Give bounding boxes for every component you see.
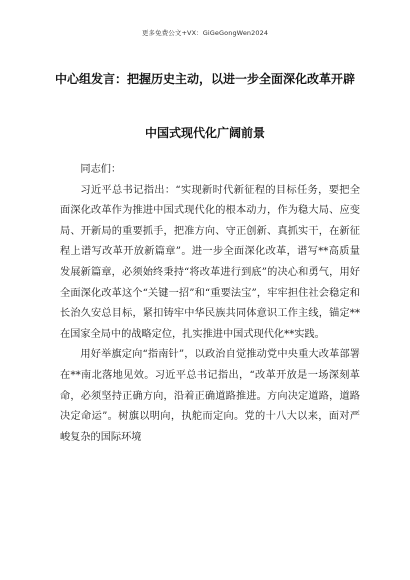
paragraph: 习近平总书记指出：“实现新时代新征程的目标任务，要把全面深化改革作为推进中国式现代化的根本动力，作为稳大局、应变局、开新局的重要抓手，把准方向、守正创新、真抓实干，在新征程上谱写改革开放新篇章”。进一步全面深化改革，谱写**高质量发展新篇章，必须始终秉持“将改革进行到底”的决心和勇气，用好全面深化改革这个“关键一招”和“重要法宝”，牢牢担住社会稳定和长治久安总目标，紧扣铸牢中华民族共同体意识工作主线，锚定**在国家全局中的战略定位，扎实推进中国式现代化**实践。 [60, 184, 360, 340]
document-title-line-1: 中心组发言：把握历史主动，以进一步全面深化改革开辟 [54, 72, 355, 86]
document-title-line-2: 中国式现代化广阔前景 [144, 126, 265, 140]
paragraph: 用好举旗定向“指南针”，以政治自觉推动党中央重大改革部署在**南北落地见效。习近平总书记指出，“改革开放是一场深刻革命，必须坚持正确方向，沿着正确道路推进。方向决定道路，道路决定命运”。树旗以明向，执舵而定向。党的十八大以来，面对严峻复杂的国际环境 [60, 349, 360, 443]
salutation: 同志们： [80, 164, 122, 175]
header-note: 更多免费公文+VX：GiGeGongWen2024 [141, 29, 269, 37]
document-body [60, 160, 360, 448]
